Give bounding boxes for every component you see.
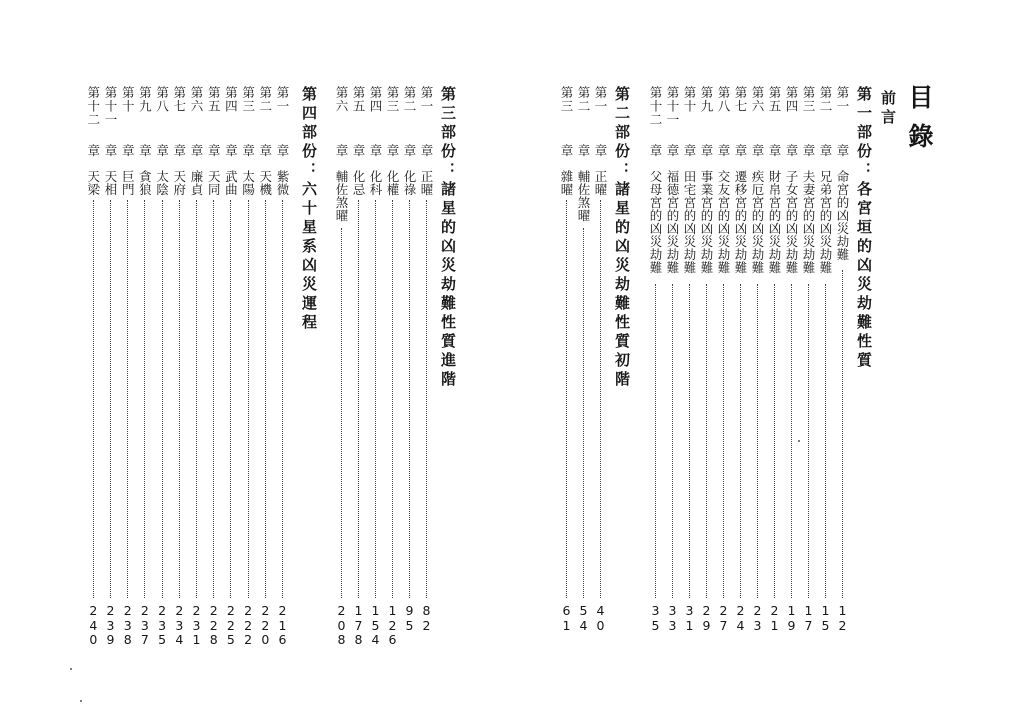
page-number: 1 2 6	[388, 603, 397, 647]
page-number: 2 1	[770, 603, 779, 633]
chapter-number: 第六	[750, 86, 765, 113]
chapter-title: 化科	[368, 170, 383, 196]
chapter-number: 第三	[240, 86, 256, 113]
dot-leader	[740, 284, 741, 598]
chapter-number: 第三	[385, 86, 400, 113]
chapter-number: 第一	[835, 86, 850, 113]
chapter-title: 輔佐煞曜	[576, 170, 591, 222]
page-number: 3 1	[685, 603, 694, 633]
dot-leader	[757, 284, 758, 598]
chapter-number: 第一	[419, 86, 434, 113]
dot-leader	[265, 200, 266, 598]
chapter-number: 第一	[593, 86, 608, 113]
chapter-number: 第八	[154, 86, 170, 113]
chapter-number: 第六	[189, 86, 204, 113]
part3-heading: 第三部份：諸星的凶災劫難性質進階	[439, 86, 457, 390]
dot-leader	[341, 228, 342, 598]
chapter-suffix: 章	[240, 144, 256, 157]
dot-leader	[409, 200, 410, 598]
scan-speck	[70, 668, 72, 670]
page-number: 2 3	[753, 603, 762, 633]
chapter-suffix: 章	[665, 144, 680, 157]
chapter-title: 廉貞	[189, 170, 204, 196]
page-number: 2 3 8	[123, 603, 132, 647]
chapter-title: 正曜	[419, 170, 434, 196]
chapter-title: 兄弟宮的凶災劫難	[818, 170, 833, 274]
chapter-suffix: 章	[275, 144, 290, 157]
chapter-title: 巨門	[120, 170, 136, 196]
dot-leader	[248, 200, 249, 598]
chapter-title: 天同	[206, 170, 222, 196]
chapter-title: 化忌	[351, 170, 366, 196]
dot-leader	[196, 200, 197, 598]
page-number: 2 4	[736, 603, 745, 633]
chapter-title: 輔佐煞曜	[334, 170, 349, 222]
dot-leader	[566, 200, 567, 598]
dot-leader	[230, 200, 231, 598]
chapter-suffix: 章	[648, 144, 663, 157]
chapter-title: 武曲	[223, 170, 239, 196]
chapter-suffix: 章	[750, 144, 765, 157]
chapter-title: 天梁	[85, 170, 101, 196]
chapter-suffix: 章	[767, 144, 782, 157]
chapter-number: 第九	[137, 86, 153, 113]
chapter-title: 天機	[257, 170, 273, 196]
page-number: 2 3 9	[106, 603, 115, 647]
foreword-entry: 前言	[879, 90, 897, 128]
chapter-title: 太陰	[154, 170, 170, 196]
page-number: 2 0 8	[337, 603, 346, 647]
dot-leader	[600, 200, 601, 598]
dot-leader	[808, 284, 809, 598]
page-number: 1 7 8	[354, 603, 363, 647]
chapter-title: 遷移宮的凶災劫難	[733, 170, 748, 274]
page-number: 1 5 4	[371, 603, 380, 647]
chapter-suffix: 章	[85, 144, 101, 157]
dot-leader	[426, 200, 427, 598]
chapter-suffix: 章	[402, 144, 417, 157]
chapter-suffix: 章	[593, 144, 608, 157]
page-number: 2 9	[702, 603, 711, 633]
dot-leader	[655, 284, 656, 598]
dot-leader	[162, 200, 163, 598]
page-number: 3 3	[668, 603, 677, 633]
page-number: 1 7	[804, 603, 813, 633]
chapter-title: 紫微	[275, 170, 290, 196]
page-number: 3 5	[651, 603, 660, 633]
page-number: 2 2 8	[209, 603, 218, 647]
chapter-suffix: 章	[120, 144, 136, 157]
dot-leader	[110, 200, 111, 598]
dot-leader	[375, 200, 376, 598]
dot-leader	[392, 200, 393, 598]
chapter-suffix: 章	[257, 144, 273, 157]
chapter-suffix: 章	[385, 144, 400, 157]
dot-leader	[791, 284, 792, 598]
chapter-number: 第十二	[85, 86, 101, 127]
chapter-suffix: 章	[801, 144, 816, 157]
chapter-suffix: 章	[137, 144, 153, 157]
page-number: 2 4 0	[89, 603, 98, 647]
chapter-number: 第十二	[648, 86, 663, 127]
chapter-suffix: 章	[716, 144, 731, 157]
dot-leader	[723, 284, 724, 598]
chapter-number: 第四	[223, 86, 239, 113]
chapter-number: 第十	[120, 86, 136, 113]
dot-leader	[672, 284, 673, 598]
chapter-number: 第二	[402, 86, 417, 113]
chapter-number: 第三	[801, 86, 816, 113]
chapter-suffix: 章	[576, 144, 591, 157]
page-number: 9 5	[405, 603, 414, 633]
page-number: 6 1	[562, 603, 571, 633]
part4-heading: 第四部份：六十星系凶災運程	[300, 86, 318, 333]
chapter-suffix: 章	[223, 144, 239, 157]
page-number: 2 3 7	[140, 603, 149, 647]
part2-heading: 第二部份：諸星的凶災劫難性質初階	[613, 86, 631, 390]
chapter-number: 第四	[784, 86, 799, 113]
page-number: 2 7	[719, 603, 728, 633]
dot-leader	[127, 200, 128, 598]
chapter-number: 第二	[576, 86, 591, 113]
dot-leader	[689, 284, 690, 598]
chapter-suffix: 章	[189, 144, 204, 157]
chapter-title: 田宅宮的凶災劫難	[682, 170, 697, 274]
chapter-suffix: 章	[835, 144, 850, 157]
page-number: 1 2	[838, 603, 847, 633]
chapter-number: 第七	[733, 86, 748, 113]
chapter-title: 雜曜	[559, 170, 574, 196]
chapter-suffix: 章	[206, 144, 222, 157]
chapter-title: 貪狼	[137, 170, 153, 196]
chapter-title: 太陽	[240, 170, 256, 196]
chapter-title: 福德宮的凶災劫難	[665, 170, 680, 274]
chapter-suffix: 章	[733, 144, 748, 157]
scan-speck	[798, 440, 800, 442]
chapter-suffix: 章	[699, 144, 714, 157]
page-number: 2 2 0	[261, 603, 270, 647]
dot-leader	[774, 284, 775, 598]
chapter-number: 第二	[257, 86, 273, 113]
page-title: 目錄	[905, 84, 934, 162]
chapter-title: 子女宮的凶災劫難	[784, 170, 799, 274]
page-number: 2 2 5	[226, 603, 235, 647]
dot-leader	[842, 270, 843, 598]
chapter-title: 正曜	[593, 170, 608, 196]
dot-leader	[706, 284, 707, 598]
chapter-suffix: 章	[103, 144, 118, 157]
dot-leader	[144, 200, 145, 598]
part1-heading: 第一部份：各宮垣的凶災劫難性質	[855, 86, 873, 371]
page-number: 5 4	[579, 603, 588, 633]
chapter-suffix: 章	[154, 144, 170, 157]
chapter-title: 事業宮的凶災劫難	[699, 170, 714, 274]
page-number: 2 3 5	[158, 603, 167, 647]
page-number: 2 2 2	[244, 603, 253, 647]
chapter-title: 父母宮的凶災劫難	[648, 170, 663, 274]
dot-leader	[583, 228, 584, 598]
chapter-suffix: 章	[559, 144, 574, 157]
chapter-suffix: 章	[368, 144, 383, 157]
page-number: 2 3 4	[175, 603, 184, 647]
chapter-number: 第三	[559, 86, 574, 113]
page-number: 1 5	[821, 603, 830, 633]
chapter-number: 第五	[767, 86, 782, 113]
chapter-title: 天府	[171, 170, 187, 196]
dot-leader	[179, 200, 180, 598]
dot-leader	[825, 284, 826, 598]
chapter-number: 第十一	[103, 86, 118, 127]
chapter-title: 命宮的凶災劫難	[835, 170, 850, 261]
chapter-title: 財帛宮的凶災劫難	[767, 170, 782, 274]
chapter-title: 交友宮的凶災劫難	[716, 170, 731, 274]
page-number: 1 9	[787, 603, 796, 633]
scan-speck	[80, 700, 82, 702]
dot-leader	[93, 200, 94, 598]
chapter-number: 第九	[699, 86, 714, 113]
chapter-suffix: 章	[682, 144, 697, 157]
chapter-title: 夫妻宮的凶災劫難	[801, 170, 816, 274]
page-number: 2 3 1	[192, 603, 201, 647]
chapter-number: 第七	[171, 86, 187, 113]
chapter-number: 第六	[334, 86, 349, 113]
chapter-number: 第五	[206, 86, 222, 113]
page-number: 4 0	[596, 603, 605, 633]
chapter-suffix: 章	[419, 144, 434, 157]
chapter-number: 第十一	[665, 86, 680, 127]
chapter-title: 化權	[385, 170, 400, 196]
chapter-number: 第一	[275, 86, 290, 113]
dot-leader	[213, 200, 214, 598]
page-number: 2 1 6	[278, 603, 287, 647]
chapter-number: 第十	[682, 86, 697, 113]
chapter-number: 第八	[716, 86, 731, 113]
chapter-number: 第四	[368, 86, 383, 113]
chapter-suffix: 章	[334, 144, 349, 157]
chapter-suffix: 章	[351, 144, 366, 157]
chapter-suffix: 章	[171, 144, 187, 157]
page-number: 8 2	[422, 603, 431, 633]
chapter-number: 第五	[351, 86, 366, 113]
chapter-title: 化祿	[402, 170, 417, 196]
chapter-suffix: 章	[818, 144, 833, 157]
chapter-number: 第二	[818, 86, 833, 113]
dot-leader	[282, 200, 283, 598]
chapter-suffix: 章	[784, 144, 799, 157]
chapter-title: 天相	[103, 170, 118, 196]
dot-leader	[358, 200, 359, 598]
chapter-title: 疾厄宮的凶災劫難	[750, 170, 765, 274]
